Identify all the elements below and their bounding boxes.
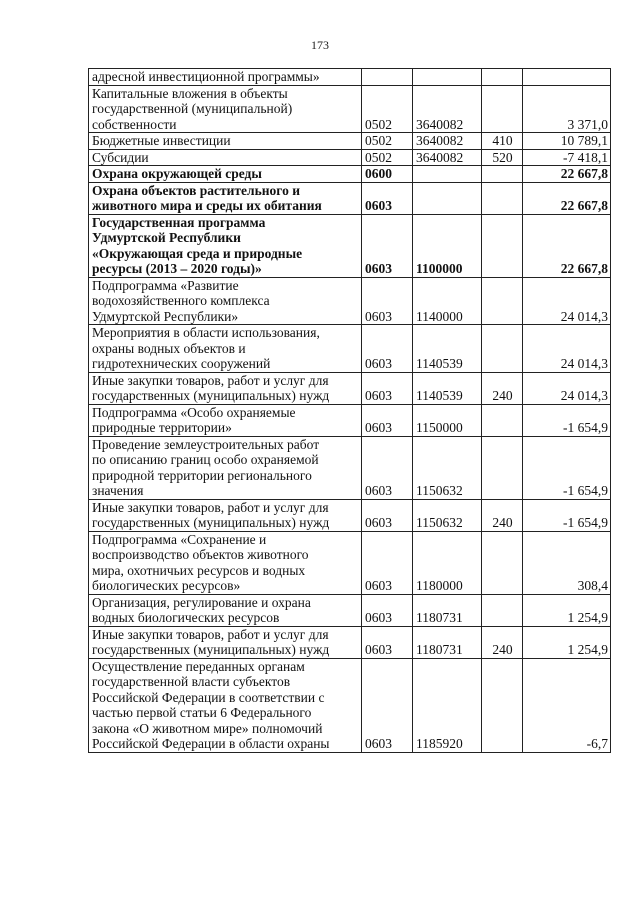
row-target-article: 1180000 xyxy=(413,531,482,594)
row-amount: 24 014,3 xyxy=(523,277,611,325)
row-target-article: 1185920 xyxy=(413,658,482,752)
table-row xyxy=(89,499,611,531)
table-row xyxy=(89,149,611,166)
row-target-article: 1140539 xyxy=(413,325,482,373)
row-name: Охрана окружающей среды xyxy=(89,166,362,183)
table-row xyxy=(89,404,611,436)
row-name: Иные закупки товаров, работ и услуг для государственных (муниципальных) нужд xyxy=(89,626,362,658)
row-expense-type xyxy=(482,69,523,86)
row-expense-type xyxy=(482,166,523,183)
table-row xyxy=(89,594,611,626)
row-amount: 308,4 xyxy=(523,531,611,594)
row-amount xyxy=(523,69,611,86)
row-expense-type xyxy=(482,436,523,499)
row-section-code: 0603 xyxy=(362,626,413,658)
table-row xyxy=(89,214,611,277)
table-row xyxy=(89,85,611,133)
row-expense-type: 520 xyxy=(482,149,523,166)
row-name: Осуществление переданных органам государственной власти субъектов Российской Федерации в соответствии с частью первой статьи 6 Федерального закона «О животном мире» полномочий Российской Федерации в области охраны xyxy=(89,658,362,752)
row-section-code: 0603 xyxy=(362,531,413,594)
table-row xyxy=(89,69,611,86)
row-amount: 10 789,1 xyxy=(523,133,611,150)
page-number: 173 xyxy=(311,38,329,52)
row-amount: -1 654,9 xyxy=(523,499,611,531)
row-amount: -7 418,1 xyxy=(523,149,611,166)
row-expense-type: 410 xyxy=(482,133,523,150)
row-section-code: 0603 xyxy=(362,404,413,436)
row-section-code: 0603 xyxy=(362,214,413,277)
row-name: Государственная программа Удмуртской Республики «Окружающая среда и природные ресурсы (2013 – 2020 годы)» xyxy=(89,214,362,277)
row-amount: 1 254,9 xyxy=(523,626,611,658)
table-row xyxy=(89,372,611,404)
row-amount: 3 371,0 xyxy=(523,85,611,133)
row-name: Подпрограмма «Развитие водохозяйственного комплекса Удмуртской Республики» xyxy=(89,277,362,325)
row-section-code: 0502 xyxy=(362,85,413,133)
row-amount: 24 014,3 xyxy=(523,372,611,404)
row-section-code: 0603 xyxy=(362,594,413,626)
row-target-article: 1150632 xyxy=(413,499,482,531)
row-target-article: 1180731 xyxy=(413,626,482,658)
row-name: Бюджетные инвестиции xyxy=(89,133,362,150)
row-amount: 24 014,3 xyxy=(523,325,611,373)
row-expense-type xyxy=(482,531,523,594)
table-row xyxy=(89,182,611,214)
row-amount: -1 654,9 xyxy=(523,404,611,436)
row-target-article xyxy=(413,69,482,86)
row-expense-type xyxy=(482,182,523,214)
row-name: Подпрограмма «Сохранение и воспроизводство объектов животного мира, охотничьих ресурсов и водных биологических ресурсов» xyxy=(89,531,362,594)
row-expense-type xyxy=(482,325,523,373)
row-target-article: 3640082 xyxy=(413,133,482,150)
table-row xyxy=(89,166,611,183)
row-section-code: 0600 xyxy=(362,166,413,183)
table-row xyxy=(89,325,611,373)
row-section-code: 0603 xyxy=(362,325,413,373)
row-section-code: 0603 xyxy=(362,182,413,214)
row-name: Организация, регулирование и охрана водных биологических ресурсов xyxy=(89,594,362,626)
row-target-article xyxy=(413,182,482,214)
row-target-article: 1140539 xyxy=(413,372,482,404)
table-row xyxy=(89,277,611,325)
row-amount: 22 667,8 xyxy=(523,166,611,183)
budget-table xyxy=(88,68,611,753)
table-row xyxy=(89,436,611,499)
row-amount: 1 254,9 xyxy=(523,594,611,626)
row-name: Иные закупки товаров, работ и услуг для государственных (муниципальных) нужд xyxy=(89,372,362,404)
row-expense-type: 240 xyxy=(482,499,523,531)
row-section-code xyxy=(362,69,413,86)
row-section-code: 0603 xyxy=(362,499,413,531)
row-expense-type xyxy=(482,658,523,752)
row-name: Подпрограмма «Особо охраняемые природные территории» xyxy=(89,404,362,436)
table-row xyxy=(89,133,611,150)
table-row xyxy=(89,531,611,594)
row-name: Иные закупки товаров, работ и услуг для государственных (муниципальных) нужд xyxy=(89,499,362,531)
row-name: Капитальные вложения в объекты государственной (муниципальной) собственности xyxy=(89,85,362,133)
row-target-article: 1140000 xyxy=(413,277,482,325)
row-name: Субсидии xyxy=(89,149,362,166)
row-section-code: 0603 xyxy=(362,277,413,325)
row-target-article: 3640082 xyxy=(413,85,482,133)
row-expense-type xyxy=(482,277,523,325)
row-target-article: 1150632 xyxy=(413,436,482,499)
row-amount: -1 654,9 xyxy=(523,436,611,499)
row-target-article xyxy=(413,166,482,183)
row-section-code: 0603 xyxy=(362,436,413,499)
row-section-code: 0502 xyxy=(362,133,413,150)
row-expense-type xyxy=(482,214,523,277)
row-section-code: 0603 xyxy=(362,658,413,752)
row-amount: -6,7 xyxy=(523,658,611,752)
row-name: адресной инвестиционной программы» xyxy=(89,69,362,86)
row-target-article: 1180731 xyxy=(413,594,482,626)
row-target-article: 1150000 xyxy=(413,404,482,436)
row-name: Охрана объектов растительного и животного мира и среды их обитания xyxy=(89,182,362,214)
budget-table-body xyxy=(89,69,611,753)
row-name: Проведение землеустроительных работ по описанию границ особо охраняемой природной территории регионального значения xyxy=(89,436,362,499)
row-amount: 22 667,8 xyxy=(523,182,611,214)
row-expense-type: 240 xyxy=(482,626,523,658)
row-expense-type: 240 xyxy=(482,372,523,404)
row-section-code: 0502 xyxy=(362,149,413,166)
row-target-article: 3640082 xyxy=(413,149,482,166)
row-section-code: 0603 xyxy=(362,372,413,404)
row-expense-type xyxy=(482,594,523,626)
row-expense-type xyxy=(482,404,523,436)
row-target-article: 1100000 xyxy=(413,214,482,277)
row-amount: 22 667,8 xyxy=(523,214,611,277)
row-expense-type xyxy=(482,85,523,133)
row-name: Мероприятия в области использования, охраны водных объектов и гидротехнических сооружений xyxy=(89,325,362,373)
table-row xyxy=(89,626,611,658)
table-row xyxy=(89,658,611,752)
